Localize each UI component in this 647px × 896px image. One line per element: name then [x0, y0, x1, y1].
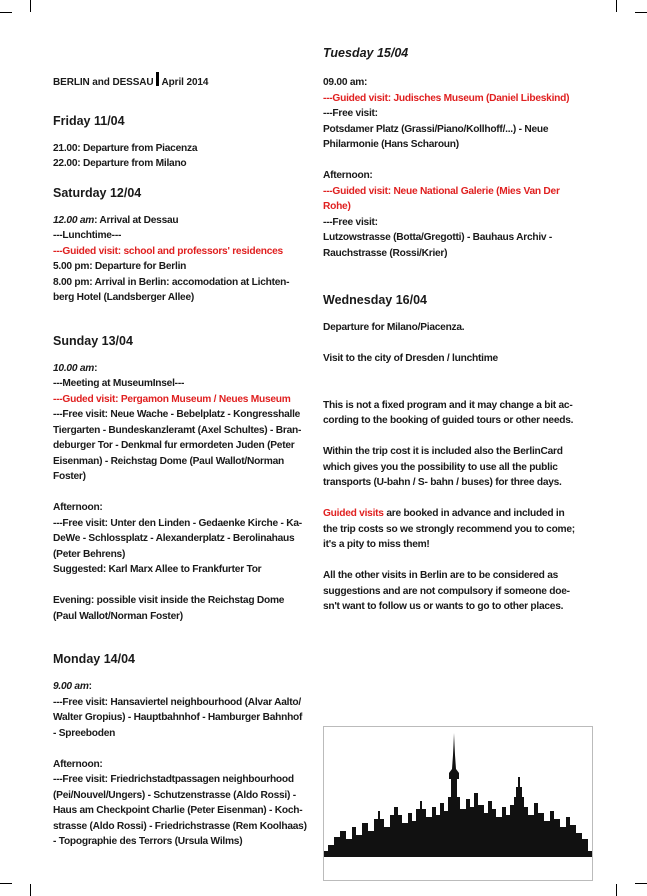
monday-line: ---Free visit: Hansaviertel neighbourhood (Alvar Aalto/ — [53, 696, 301, 708]
crop-mark-bl-v — [30, 884, 31, 896]
monday-line: - Spreeboden — [53, 727, 116, 739]
crop-mark-tl-v — [30, 0, 31, 12]
tuesday-guided-visit: ---Guided visit: Neue National Galerie (Mies Van Der — [323, 185, 560, 197]
sunday-evening-line: Evening: possible visit inside the Reichstag Dome — [53, 595, 285, 606]
note-line: the trip costs so we strongly recommend you to come; — [323, 523, 575, 535]
note-line: which gives you the possibility to use all the public — [323, 461, 558, 473]
monday-afternoon-line: - Topographie des Terrors (Ursula Wilms) — [53, 836, 243, 847]
note-line: cording to the booking of guided tours or other needs. — [323, 415, 574, 426]
tuesday-line: ---Free visit: — [323, 108, 378, 119]
berlin-skyline-image — [323, 726, 593, 881]
monday-line: Walter Gropius) - Hauptbahnhof - Hamburger Bahnhof — [53, 712, 303, 723]
crop-mark-br-v — [616, 884, 617, 896]
saturday-line: berg Hotel (Landsberger Allee) — [53, 292, 194, 303]
friday-line: 22.00: Departure from Milano — [53, 158, 187, 169]
saturday-guided-visit: ---Guided visit: school and professors' residences — [53, 245, 283, 257]
sunday-line: Eisenman) - Reichstag Dome (Paul Wallot/Norman — [53, 455, 284, 467]
saturday-line: ---Lunchtime--- — [53, 230, 122, 241]
crop-mark-tl-h — [0, 12, 12, 13]
tuesday-afternoon-line: ---Free visit: — [323, 216, 378, 228]
sunday-afternoon-line: Suggested: Karl Marx Allee to Frankfurter Tor — [53, 564, 262, 575]
sunday-line: Tiergarten - Bundeskanzleramt (Axel Schultes) - Bran- — [53, 424, 302, 436]
monday-time-rest: : — [88, 681, 92, 692]
note-line: Within the trip cost it is included also the BerlinCard — [323, 446, 563, 457]
tuesday-morning-label: 09.00 am: — [323, 77, 368, 88]
sunday-guided-visit: ---Guded visit: Pergamon Museum / Neues Museum — [53, 393, 291, 405]
note-line — [323, 506, 593, 522]
sunday-title: Sunday 13/04 — [53, 333, 133, 348]
saturday-time: 12.00 am — [53, 214, 95, 226]
wednesday-line: Departure for Milano/Piacenza. — [323, 322, 465, 333]
sunday-afternoon-line: ---Free visit: Unter den Linden - Gedaenke Kirche - Ka- — [53, 517, 302, 529]
sunday-time: 10.00 am — [53, 362, 95, 374]
note-line: All the other visits in Berlin are to be considered as — [323, 570, 559, 581]
monday-afternoon-label: Afternoon: — [53, 758, 103, 770]
crop-mark-tr-v — [616, 0, 617, 12]
berlin-skyline-icon — [324, 727, 592, 880]
note-line: it's a pity to miss them! — [323, 539, 430, 550]
sunday-time-line — [53, 361, 323, 377]
header-divider — [156, 72, 159, 86]
tuesday-line: Philarmonie (Hans Scharoun) — [323, 139, 459, 150]
monday-afternoon-line: strasse (Aldo Rossi) - Friedrichstrasse (Rem Koolhaas) — [53, 820, 307, 832]
tuesday-afternoon-label: Afternoon: — [323, 170, 373, 181]
crop-mark-bl-h — [0, 883, 12, 884]
sunday-afternoon-label: Afternoon: — [53, 502, 103, 513]
sunday-time-rest: : — [94, 362, 98, 374]
monday-afternoon-line: (Pei/Nouvel/Ungers) - Schutzenstrasse (Aldo Rossi) - — [53, 789, 296, 801]
note-line: This is not a fixed program and it may change a bit ac- — [323, 399, 573, 411]
guided-visits-highlight: Guided visits — [323, 508, 384, 519]
note-line: sn't want to follow us or wants to go to other places. — [323, 601, 564, 612]
tuesday-title: Tuesday 15/04 — [323, 46, 409, 60]
wednesday-line: Visit to the city of Dresden / lunchtime — [323, 353, 498, 364]
document-header — [53, 72, 323, 91]
right-column — [323, 45, 593, 615]
sunday-afternoon-line: (Peter Behrens) — [53, 548, 126, 560]
note-text: are booked in advance and included in — [383, 508, 565, 519]
saturday-title: Saturday 12/04 — [53, 185, 142, 200]
tuesday-guided-visit: Rohe) — [323, 201, 351, 212]
tuesday-afternoon-line: Lutzowstrasse (Botta/Gregotti) - Bauhaus Archiv - — [323, 232, 553, 243]
monday-time-line — [53, 679, 323, 695]
sunday-line: ---Meeting at MuseumInsel--- — [53, 378, 185, 389]
note-line: suggestions and are not compulsory if someone doe- — [323, 585, 570, 597]
left-column — [53, 72, 323, 850]
tuesday-guided-visit: ---Guided visit: Judisches Museum (Daniel Libeskind) — [323, 92, 570, 104]
note-line: transports (U-bahn / S- bahn / buses) for three days. — [323, 477, 562, 488]
sunday-afternoon-line: DeWe - Schlossplatz - Alexanderplatz - Berolinahaus — [53, 533, 295, 544]
crop-mark-br-h — [635, 883, 647, 884]
friday-line: 21.00: Departure from Piacenza — [53, 142, 198, 154]
saturday-line: 8.00 pm: Arrival in Berlin: accomodation at Lichten- — [53, 276, 290, 288]
tuesday-afternoon-line: Rauchstrasse (Rossi/Krier) — [323, 247, 448, 259]
monday-afternoon-line: ---Free visit: Friedrichstadtpassagen neighbourhood — [53, 774, 294, 785]
sunday-evening-line: (Paul Wallot/Norman Foster) — [53, 610, 183, 622]
saturday-time-rest: : Arrival at Dessau — [94, 214, 179, 226]
header-title: BERLIN and DESSAU — [53, 77, 154, 88]
saturday-line: 5.00 pm: Departure for Berlin — [53, 261, 187, 272]
monday-afternoon-line: Haus am Checkpoint Charlie (Peter Eisenman) - Koch- — [53, 805, 303, 816]
sunday-line: Foster) — [53, 471, 86, 482]
sunday-line: ---Free visit: Neue Wache - Bebelplatz - Kongresshalle — [53, 409, 301, 420]
wednesday-title: Wednesday 16/04 — [323, 293, 427, 307]
monday-title: Monday 14/04 — [53, 652, 135, 666]
crop-mark-tr-h — [635, 12, 647, 13]
header-date: April 2014 — [161, 77, 209, 88]
sunday-line: deburger Tor - Denkmal fur ermordeten Juden (Peter — [53, 440, 295, 451]
friday-title: Friday 11/04 — [53, 113, 125, 128]
saturday-time-line — [53, 213, 323, 229]
monday-time: 9.00 am — [53, 681, 89, 692]
tuesday-line: Potsdamer Platz (Grassi/Piano/Kollhoff/...) - Neue — [323, 123, 549, 135]
